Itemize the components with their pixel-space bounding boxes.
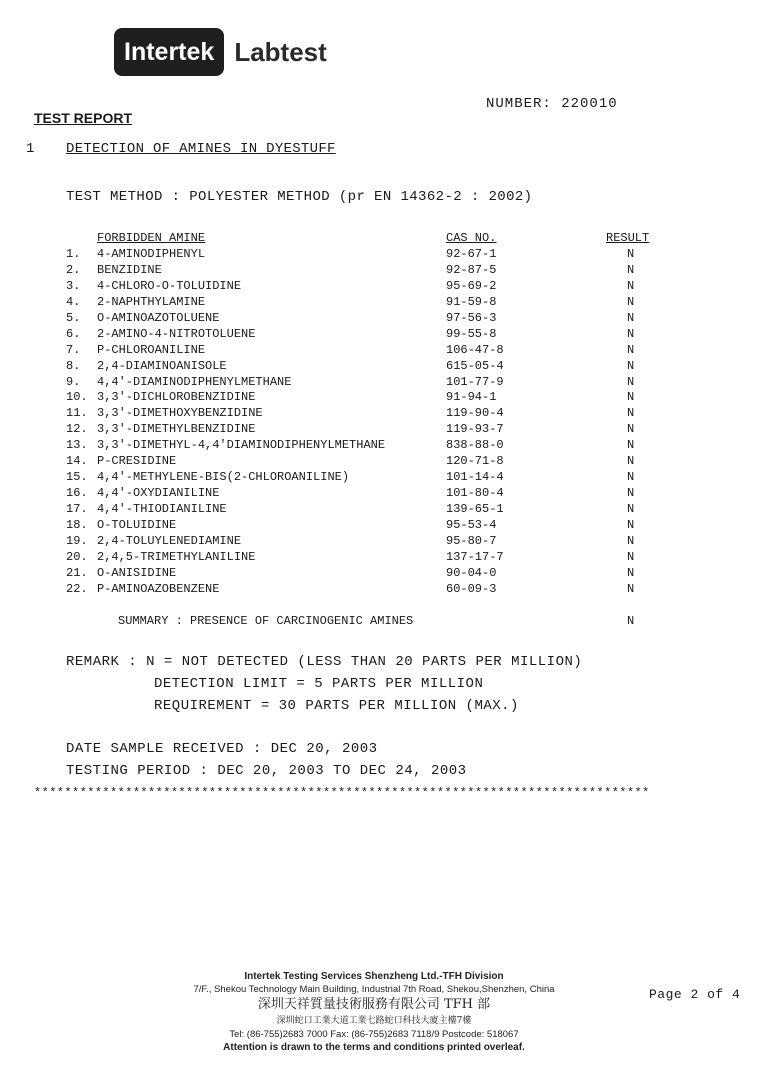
cas-number: 119-93-7 — [446, 422, 504, 437]
amine-name: O-TOLUIDINE — [97, 517, 177, 532]
row-number: 12. — [66, 422, 88, 437]
testing-period: TESTING PERIOD : DEC 20, 2003 TO DEC 24, 2003 — [66, 763, 467, 779]
row-number: 11. — [66, 406, 88, 421]
cas-number: 95-53-4 — [446, 517, 497, 532]
result-value: N — [627, 565, 635, 580]
amine-name: 3,3'-DICHLOROBENZIDINE — [97, 390, 256, 405]
column-header-cas: CAS NO. — [446, 231, 497, 245]
amine-name: P-AMINOAZOBENZENE — [97, 581, 220, 596]
amine-name: P-CRESIDINE — [97, 454, 177, 469]
summary-label: SUMMARY : PRESENCE OF CARCINOGENIC AMINES — [118, 614, 414, 628]
result-value: N — [627, 342, 635, 357]
row-number: 16. — [66, 486, 88, 501]
result-value: N — [627, 486, 635, 501]
result-value: N — [627, 262, 635, 277]
cas-number: 119-90-4 — [446, 406, 504, 421]
result-value: N — [627, 502, 635, 516]
section-title: DETECTION OF AMINES IN DYESTUFF — [66, 141, 336, 157]
logo-subtitle: Labtest — [234, 36, 327, 67]
row-number: 15. — [66, 470, 88, 485]
row-number: 13. — [66, 438, 88, 453]
row-number: 4. — [66, 294, 81, 309]
cas-number: 97-56-3 — [446, 310, 497, 325]
table-row — [66, 454, 706, 470]
amine-name: 4-CHLORO-O-TOLUIDINE — [97, 278, 242, 293]
section-number: 1 — [26, 141, 35, 157]
cas-number: 139-65-1 — [446, 502, 504, 516]
cas-number: 120-71-8 — [446, 454, 504, 469]
row-number: 18. — [66, 517, 88, 532]
row-number: 20. — [66, 549, 88, 564]
row-number: 9. — [66, 374, 81, 389]
result-value: N — [627, 390, 635, 405]
amine-name: 3,3'-DIMETHOXYBENZIDINE — [97, 406, 263, 421]
result-value: N — [627, 247, 635, 261]
amine-name: 2-NAPHTHYLAMINE — [97, 294, 206, 309]
amine-name: 2,4,5-TRIMETHYLANILINE — [97, 549, 256, 564]
amine-name: 4-AMINODIPHENYL — [97, 247, 206, 261]
row-number: 14. — [66, 454, 88, 469]
result-value: N — [627, 549, 635, 564]
amine-name: 3,3'-DIMETHYL-4,4'DIAMINODIPHENYLMETHANE — [97, 438, 386, 453]
row-number: 10. — [66, 390, 88, 405]
table-row — [66, 582, 706, 598]
table-row — [66, 470, 706, 486]
cas-number: 91-59-8 — [446, 294, 497, 309]
cas-number: 90-04-0 — [446, 565, 497, 580]
table-row — [66, 438, 706, 454]
cas-number: 615-05-4 — [446, 358, 504, 373]
remark-line-2: DETECTION LIMIT = 5 PARTS PER MILLION — [154, 676, 484, 692]
row-number: 5. — [66, 310, 81, 325]
table-row — [66, 422, 706, 438]
table-row — [66, 263, 706, 279]
result-value: N — [627, 517, 635, 532]
amine-name: 4,4'-THIODIANILINE — [97, 502, 227, 516]
amine-name: 2,4-TOLUYLENEDIAMINE — [97, 533, 242, 548]
result-value: N — [627, 358, 635, 373]
intertek-labtest-logo — [114, 28, 327, 76]
table-row — [66, 295, 706, 311]
cas-number: 101-14-4 — [446, 470, 504, 485]
cas-number: 106-47-8 — [446, 342, 504, 357]
table-row — [66, 279, 706, 295]
summary-result: N — [627, 614, 635, 628]
amine-name: 3,3'-DIMETHYLBENZIDINE — [97, 422, 256, 437]
amine-name: 4,4'-OXYDIANILINE — [97, 486, 220, 501]
logo-brand: Intertek — [114, 28, 224, 76]
amine-name: 4,4'-DIAMINODIPHENYLMETHANE — [97, 374, 292, 389]
cas-number: 101-77-9 — [446, 374, 504, 389]
footer-address: 7/F., Shekou Technology Main Building, Industrial 7th Road, Shekou,Shenzhen, China — [193, 984, 555, 995]
result-value: N — [627, 326, 635, 341]
table-row — [66, 359, 706, 375]
row-number: 3. — [66, 278, 81, 293]
cas-number: 101-80-4 — [446, 486, 504, 501]
remark-line-3: REQUIREMENT = 30 PARTS PER MILLION (MAX.) — [154, 698, 519, 714]
table-row — [66, 534, 706, 550]
table-row — [66, 406, 706, 422]
table-row — [66, 375, 706, 391]
result-value: N — [627, 310, 635, 325]
cas-number: 137-17-7 — [446, 549, 504, 564]
cas-number: 95-69-2 — [446, 278, 497, 293]
column-header-result: RESULT — [606, 231, 650, 245]
amine-name: O-AMINOAZOTOLUENE — [97, 310, 220, 325]
page-number: Page 2 of 4 — [649, 987, 741, 1002]
row-number: 2. — [66, 262, 81, 277]
result-value: N — [627, 581, 635, 596]
column-header-amine: FORBIDDEN AMINE — [97, 231, 206, 245]
amine-name: 4,4'-METHYLENE-BIS(2-CHLOROANILINE) — [97, 470, 350, 485]
result-value: N — [627, 470, 635, 485]
cas-number: 60-09-3 — [446, 581, 497, 596]
cas-number: 99-55-8 — [446, 326, 497, 341]
footer-chinese-name: 深圳天祥質量技術服務有限公司 TFH 部 — [257, 997, 491, 1012]
result-value: N — [627, 374, 635, 389]
amine-name: 2-AMINO-4-NITROTOLUENE — [97, 326, 256, 341]
table-row — [66, 390, 706, 406]
table-row — [66, 343, 706, 359]
cas-number: 92-67-1 — [446, 247, 497, 261]
result-value: N — [627, 422, 635, 437]
row-number: 6. — [66, 326, 81, 341]
result-value: N — [627, 294, 635, 309]
amine-name: 2,4-DIAMINOANISOLE — [97, 358, 227, 373]
separator-line: ********************************************************************************* — [34, 786, 650, 800]
cas-number: 91-94-1 — [446, 390, 497, 405]
table-row — [66, 518, 706, 534]
row-number: 22. — [66, 581, 88, 596]
table-row — [66, 486, 706, 502]
row-number: 7. — [66, 342, 81, 357]
remark-line-1: REMARK : N = NOT DETECTED (LESS THAN 20 PARTS PER MILLION) — [66, 654, 583, 670]
table-row — [66, 550, 706, 566]
cas-number: 92-87-5 — [446, 262, 497, 277]
report-title: TEST REPORT — [34, 110, 133, 126]
cas-number: 838-88-0 — [446, 438, 504, 453]
footer-contact: Tel: (86-755)2683 7000 Fax: (86-755)2683 7118/9 Postcode: 518067 — [229, 1029, 519, 1040]
test-method: TEST METHOD : POLYESTER METHOD (pr EN 14362-2 : 2002) — [66, 189, 533, 205]
footer-company: Intertek Testing Services Shenzheng Ltd.-TFH Division — [244, 971, 504, 982]
result-value: N — [627, 454, 635, 469]
report-number: NUMBER: 220010 — [486, 96, 618, 112]
amine-name: O-ANISIDINE — [97, 565, 177, 580]
footer — [180, 970, 568, 1055]
footer-attention: Attention is drawn to the terms and conditions printed overleaf. — [223, 1042, 525, 1053]
table-row — [66, 311, 706, 327]
row-number: 19. — [66, 533, 88, 548]
row-number: 17. — [66, 502, 88, 516]
result-value: N — [627, 406, 635, 421]
amine-name: P-CHLOROANILINE — [97, 342, 206, 357]
amine-name: BENZIDINE — [97, 262, 162, 277]
amine-table — [66, 247, 706, 598]
result-value: N — [627, 278, 635, 293]
table-row — [66, 327, 706, 343]
row-number: 8. — [66, 358, 81, 373]
row-number: 21. — [66, 565, 88, 580]
row-number: 1. — [66, 247, 81, 261]
date-sample-received: DATE SAMPLE RECEIVED : DEC 20, 2003 — [66, 741, 378, 757]
table-row — [66, 247, 706, 263]
footer-chinese-address: 深圳蛇口工業大道工業七路蛇口科技大廈主樓7樓 — [276, 1016, 472, 1026]
table-row — [66, 566, 706, 582]
table-row — [66, 502, 706, 518]
cas-number: 95-80-7 — [446, 533, 497, 548]
result-value: N — [627, 533, 635, 548]
result-value: N — [627, 438, 635, 453]
